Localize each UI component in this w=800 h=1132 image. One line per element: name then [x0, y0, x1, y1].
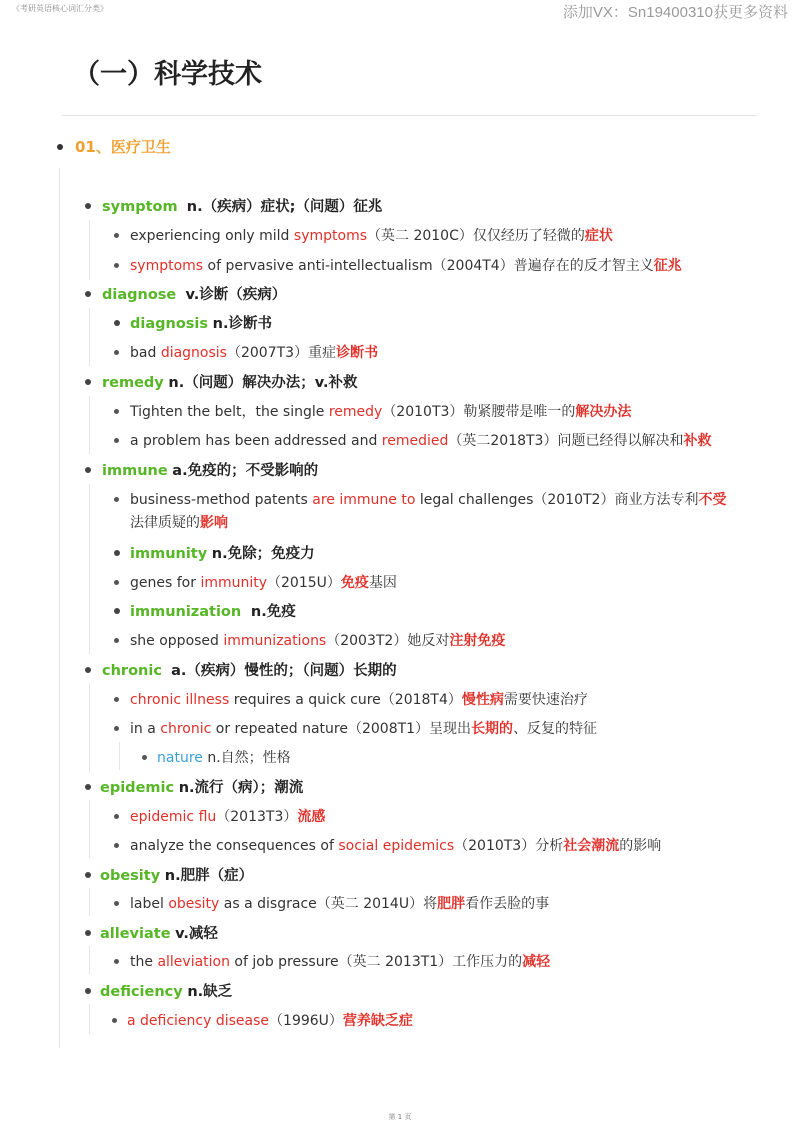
vocab-entry-remedy [102, 371, 357, 392]
vocab-definition: n.（问题）解决办法；v.补救 [168, 375, 358, 391]
vocab-entry-immune [102, 459, 318, 480]
vocab-entry-obesity [100, 864, 253, 885]
vocab-note-nature: nature n.自然；性格 [157, 750, 291, 766]
list-bullet [114, 263, 119, 268]
list-bullet [114, 580, 119, 585]
page-title: （一）科学技术 [73, 59, 262, 90]
example-sentence: epidemic flu（2013T3）流感 [130, 809, 326, 825]
list-bullet [85, 467, 91, 473]
list-bullet [85, 784, 91, 790]
vocab-entry-epidemic [100, 776, 303, 797]
list-bullet [114, 697, 119, 702]
vocab-word: deficiency [100, 984, 183, 1000]
example-sentence: business-method patents are immune to legal challenges（2010T2）商业方法专利不受 [130, 492, 727, 508]
section-heading: 01、医疗卫生 [75, 138, 171, 156]
list-bullet [114, 320, 120, 326]
outline-guide-line [89, 396, 90, 454]
vocab-word: chronic [102, 663, 162, 679]
outline-guide-line [89, 800, 90, 858]
list-bullet [114, 233, 119, 238]
vocab-definition: n.缺乏 [187, 984, 233, 1000]
vocab-word: obesity [100, 868, 161, 884]
vocab-entry-symptom [102, 195, 382, 216]
vocab-subentry-diagnosis: diagnosis n.诊断书 [130, 316, 272, 332]
outline-guide-line [89, 220, 90, 280]
list-bullet [114, 497, 119, 502]
vocab-word: immune [102, 463, 168, 479]
outline-guide-line [89, 888, 90, 916]
example-sentence: the alleviation of job pressure（英二 2013T1）工作压力的减轻 [130, 954, 551, 970]
example-sentence: symptoms of pervasive anti-intellectualism（2004T4）普遍存在的反才智主义征兆 [130, 258, 682, 274]
outline-guide-line [89, 484, 90, 654]
list-bullet [112, 1018, 117, 1023]
example-sentence: label obesity as a disgrace（英二 2014U）将肥胖看作丢脸的事 [130, 896, 550, 912]
list-bullet [142, 755, 147, 760]
list-bullet [114, 814, 119, 819]
vocab-word: alleviate [100, 926, 171, 942]
list-bullet [85, 988, 91, 994]
list-bullet [85, 872, 91, 878]
list-bullet [114, 350, 119, 355]
list-bullet [114, 550, 120, 556]
example-sentence: she opposed immunizations（2003T2）她反对注射免疫 [130, 633, 506, 649]
list-bullet [114, 409, 119, 414]
outline-guide-line [89, 308, 90, 366]
list-bullet [114, 726, 119, 731]
list-bullet [114, 901, 119, 906]
example-sentence: experiencing only mild symptoms（英二 2010C）仅仅经历了轻微的症状 [130, 228, 613, 244]
section-bullet [57, 144, 63, 150]
vocab-word: diagnose [102, 287, 177, 303]
vocab-definition: a.（疾病）慢性的；（问题）长期的 [171, 663, 397, 679]
list-bullet [85, 291, 91, 297]
outline-guide-line [119, 742, 120, 770]
example-sentence-continued: 法律质疑的影响 [130, 515, 228, 531]
outline-guide-line [89, 683, 90, 773]
vocab-definition: v.减轻 [175, 926, 218, 942]
example-sentence: a problem has been addressed and remedied（英二2018T3）问题已经得以解决和补救 [130, 433, 712, 449]
example-sentence: a deficiency disease（1996U）营养缺乏症 [127, 1013, 413, 1029]
vocab-entry-alleviate [100, 922, 218, 943]
vocab-subentry-immunity: immunity n.免除；免疫力 [130, 546, 315, 562]
list-bullet [114, 438, 119, 443]
vocab-definition: n.肥胖（症） [164, 868, 254, 884]
list-bullet [114, 638, 119, 643]
vocab-definition: n.（疾病）症状;（问题）征兆 [186, 199, 383, 215]
list-bullet [85, 379, 91, 385]
example-sentence: Tighten the belt，the single remedy（2010T3）勒紧腰带是唯一的解决办法 [130, 404, 632, 420]
example-sentence: chronic illness requires a quick cure（2018T4）慢性病需要快速治疗 [130, 692, 588, 708]
vocab-definition: v.诊断（疾病） [185, 287, 287, 303]
example-sentence: bad diagnosis（2007T3）重症诊断书 [130, 345, 379, 361]
outline-guide-line [59, 168, 60, 1048]
list-bullet [114, 608, 120, 614]
vocab-word: remedy [102, 375, 164, 391]
header-book-title: 《考研英语核心词汇分类》 [12, 4, 108, 13]
list-bullet [85, 930, 91, 936]
vocab-definition: a.免疫的；不受影响的 [172, 463, 319, 479]
vocab-word: symptom [102, 199, 178, 215]
outline-guide-line [89, 946, 90, 974]
vocab-entry-chronic [102, 659, 397, 680]
outline-guide-line [89, 1004, 90, 1034]
vocab-word: epidemic [100, 780, 175, 796]
vocab-entry-deficiency [100, 980, 232, 1001]
title-divider [62, 115, 757, 116]
example-sentence: analyze the consequences of social epidemics（2010T3）分析社会潮流的影响 [130, 838, 662, 854]
list-bullet [85, 203, 91, 209]
list-bullet [85, 667, 91, 673]
page-number: 第 1 页 [388, 1113, 412, 1121]
vocab-entry-diagnose [102, 283, 286, 304]
vocab-subentry-immunization: immunization n.免疫 [130, 604, 296, 620]
vocab-definition: n.流行（病）；潮流 [178, 780, 304, 796]
header-watermark: 添加VX：Sn19400310获更多资料 [562, 4, 788, 21]
list-bullet [114, 959, 119, 964]
example-sentence: genes for immunity（2015U）免疫基因 [130, 575, 397, 591]
list-bullet [114, 843, 119, 848]
example-sentence: in a chronic or repeated nature（2008T1）呈现出长期的、反复的特征 [130, 721, 598, 737]
